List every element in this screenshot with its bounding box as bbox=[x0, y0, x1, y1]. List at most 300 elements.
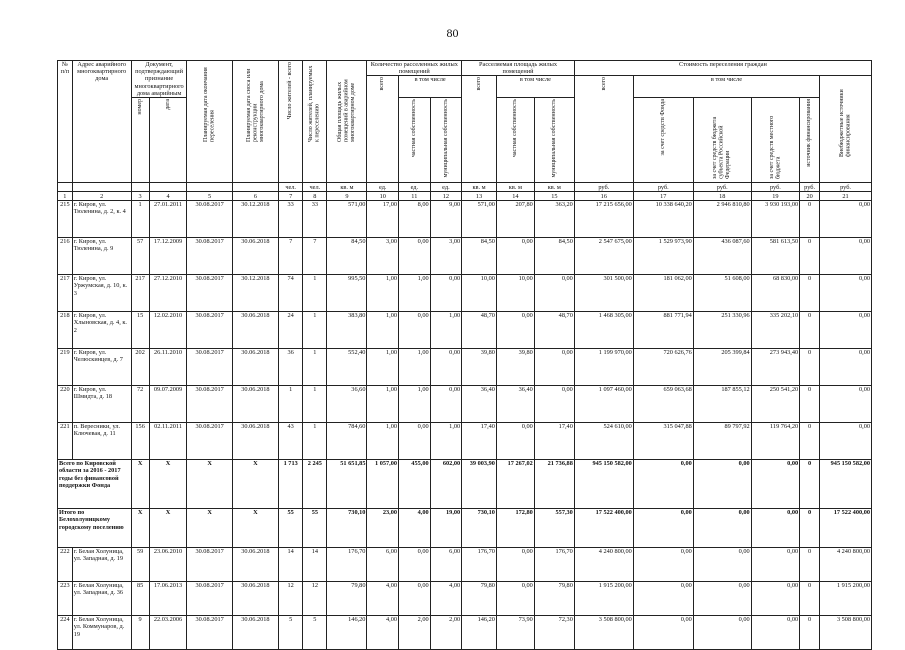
table-cell: 39,80 bbox=[496, 349, 534, 386]
table-cell: 0,00 bbox=[820, 238, 872, 275]
table-cell: 85 bbox=[131, 582, 149, 616]
header-rooms-municipal: муниципальная собственность bbox=[442, 99, 449, 178]
table-cell: 1 915 200,00 bbox=[820, 582, 872, 616]
address-cell: г. Киров, ул. Челюскинцев, д. 7 bbox=[72, 349, 131, 386]
unit-cell: кв. м bbox=[462, 183, 497, 192]
table-cell: 79,80 bbox=[534, 582, 574, 616]
table-cell: 0,00 bbox=[820, 275, 872, 312]
table-cell: 659 063,68 bbox=[633, 386, 693, 423]
table-cell: 9,00 bbox=[430, 201, 462, 238]
table-row bbox=[58, 616, 872, 650]
table-cell: 0,00 bbox=[430, 349, 462, 386]
table-cell: 0,00 bbox=[693, 582, 751, 616]
table-cell: 216 bbox=[58, 238, 73, 275]
table-cell: 176,70 bbox=[327, 548, 367, 582]
table-cell: 17,40 bbox=[534, 423, 574, 460]
address-cell: п. Вересники, ул. Ключевая, д. 11 bbox=[72, 423, 131, 460]
table-cell: 30.08.2017 bbox=[187, 423, 232, 460]
table-cell: 0 bbox=[800, 582, 820, 616]
column-number-cell: 21 bbox=[820, 192, 872, 201]
table-row bbox=[58, 386, 872, 423]
header-doc-date: дата bbox=[164, 99, 171, 110]
table-cell: 55 bbox=[279, 509, 303, 548]
address-cell: г. Киров, ул. Уржумская, д. 10, к. 3 bbox=[72, 275, 131, 312]
table-cell: 57 bbox=[131, 238, 149, 275]
table-cell: 3,00 bbox=[367, 238, 399, 275]
table-cell: 17 522 400,00 bbox=[574, 509, 633, 548]
table-cell: 0,00 bbox=[633, 460, 693, 509]
table-row bbox=[58, 238, 872, 275]
table-cell: 24 bbox=[279, 312, 303, 349]
table-cell: 455,00 bbox=[399, 460, 431, 509]
header-rooms-incl: в том числе bbox=[399, 76, 462, 98]
table-cell: 176,70 bbox=[534, 548, 574, 582]
table-cell: 205 399,84 bbox=[693, 349, 751, 386]
table-cell: 0,00 bbox=[496, 238, 534, 275]
unit-cell: руб. bbox=[693, 183, 751, 192]
table-cell: 12 bbox=[279, 582, 303, 616]
table-cell: 79,80 bbox=[462, 582, 497, 616]
table-cell: 48,70 bbox=[462, 312, 497, 349]
table-cell: 89 797,92 bbox=[693, 423, 751, 460]
table-cell: 436 087,60 bbox=[693, 238, 751, 275]
table-cell: 6,00 bbox=[430, 548, 462, 582]
column-number-cell: 2 bbox=[72, 192, 131, 201]
table-cell: 30.08.2017 bbox=[187, 582, 232, 616]
table-cell: 30.06.2018 bbox=[232, 582, 278, 616]
table-cell: 0,00 bbox=[430, 275, 462, 312]
table-cell: 224 bbox=[58, 616, 73, 650]
table-cell: 4,00 bbox=[399, 509, 431, 548]
table-cell: 0,00 bbox=[633, 582, 693, 616]
table-cell: 223 bbox=[58, 582, 73, 616]
column-number-cell: 17 bbox=[633, 192, 693, 201]
header-total-area: Общая площадь жилых помещений в аварийном многоквартирном доме bbox=[337, 79, 357, 142]
table-row bbox=[58, 582, 872, 616]
table-cell: 0,00 bbox=[820, 349, 872, 386]
table-cell: 146,20 bbox=[462, 616, 497, 650]
unit-cell: руб. bbox=[800, 183, 820, 192]
table-cell: 2 946 810,80 bbox=[693, 201, 751, 238]
table-cell: 0 bbox=[800, 548, 820, 582]
table-cell: 1,00 bbox=[367, 275, 399, 312]
table-cell: 945 150 582,00 bbox=[820, 460, 872, 509]
table-cell: 1 bbox=[303, 312, 327, 349]
table-cell: 0 bbox=[800, 275, 820, 312]
table-cell: 219 bbox=[58, 349, 73, 386]
table-cell: 1,00 bbox=[367, 312, 399, 349]
table-cell: 0,00 bbox=[820, 386, 872, 423]
header-address: Адрес аварийного многоквартирного дома bbox=[72, 61, 131, 183]
table-cell: 0,00 bbox=[693, 509, 751, 548]
table-cell: 202 bbox=[131, 349, 149, 386]
table-cell: 33 bbox=[303, 201, 327, 238]
table-cell: 68 830,00 bbox=[751, 275, 799, 312]
unit-cell bbox=[131, 183, 149, 192]
table-cell: 222 bbox=[58, 548, 73, 582]
table-cell: 0,00 bbox=[751, 548, 799, 582]
header-residents-total: Число жителей - всего bbox=[287, 62, 294, 120]
table-cell: 33 bbox=[279, 201, 303, 238]
header-regional: за счет средств бюджета субъекта Российской Федерации bbox=[712, 116, 732, 180]
table-cell: 27.01.2011 bbox=[149, 201, 187, 238]
table-cell: 30.06.2018 bbox=[232, 548, 278, 582]
table-cell: 30.08.2017 bbox=[187, 386, 232, 423]
table-cell: 30.08.2017 bbox=[187, 349, 232, 386]
header-area-all: всего bbox=[475, 77, 482, 91]
address-cell: г. Белая Холуница, ул. Коммунаров, д. 19 bbox=[72, 616, 131, 650]
table-cell: 0 bbox=[800, 238, 820, 275]
unit-cell: руб. bbox=[751, 183, 799, 192]
table-cell: 172,80 bbox=[496, 509, 534, 548]
table-cell: 1,00 bbox=[367, 349, 399, 386]
table-cell: 0,00 bbox=[496, 548, 534, 582]
table-cell: 571,00 bbox=[462, 201, 497, 238]
table-cell: 0 bbox=[800, 312, 820, 349]
table-cell: 215 bbox=[58, 201, 73, 238]
table-cell: 0,00 bbox=[534, 349, 574, 386]
table-row bbox=[58, 349, 872, 386]
total-region-row bbox=[58, 460, 872, 509]
unit-cell: ед. bbox=[367, 183, 399, 192]
table-cell: 30.06.2018 bbox=[232, 386, 278, 423]
table-cell: 1 bbox=[279, 386, 303, 423]
table-cell: 23,00 bbox=[367, 509, 399, 548]
table-cell: 12.02.2010 bbox=[149, 312, 187, 349]
unit-cell bbox=[72, 183, 131, 192]
table-cell: 17 215 656,00 bbox=[574, 201, 633, 238]
column-number-cell: 18 bbox=[693, 192, 751, 201]
table-cell: 146,20 bbox=[327, 616, 367, 650]
header-no: № п/п bbox=[58, 61, 73, 183]
table-cell: 1 bbox=[303, 349, 327, 386]
table-cell: 30.08.2017 bbox=[187, 312, 232, 349]
table-cell: 15 bbox=[131, 312, 149, 349]
header-extra: Внебюджетные источники финансирования bbox=[838, 89, 852, 158]
units-row bbox=[58, 183, 872, 192]
table-cell: 17,00 bbox=[367, 201, 399, 238]
table-cell: 1,00 bbox=[367, 423, 399, 460]
table-cell: 1 915 200,00 bbox=[574, 582, 633, 616]
table-cell: 1 bbox=[131, 201, 149, 238]
column-number-cell: 6 bbox=[232, 192, 278, 201]
table-cell: 7 bbox=[303, 238, 327, 275]
table-cell: 571,00 bbox=[327, 201, 367, 238]
table-cell: 0,00 bbox=[820, 201, 872, 238]
table-cell: 0 bbox=[800, 349, 820, 386]
table-cell: 84,50 bbox=[462, 238, 497, 275]
column-number-cell: 19 bbox=[751, 192, 799, 201]
table-cell: 881 771,94 bbox=[633, 312, 693, 349]
table-cell: 0,00 bbox=[751, 616, 799, 650]
table-cell: 39 003,90 bbox=[462, 460, 497, 509]
column-number-cell: 3 bbox=[131, 192, 149, 201]
table-cell: X bbox=[232, 460, 278, 509]
table-cell: 156 bbox=[131, 423, 149, 460]
table-cell: 0 bbox=[800, 423, 820, 460]
table-cell: 720 626,76 bbox=[633, 349, 693, 386]
column-number-cell: 11 bbox=[399, 192, 431, 201]
header-rooms-all: всего bbox=[379, 77, 386, 91]
table-cell: 0,00 bbox=[751, 460, 799, 509]
table-cell: 73,90 bbox=[496, 616, 534, 650]
header-doc-number: номер bbox=[136, 99, 143, 115]
table-cell: 14 bbox=[279, 548, 303, 582]
table-cell: X bbox=[149, 460, 187, 509]
table-cell: 36,60 bbox=[327, 386, 367, 423]
table-cell: 30.06.2018 bbox=[232, 616, 278, 650]
address-cell: г. Киров, ул. Тюленина, д. 9 bbox=[72, 238, 131, 275]
column-number-cell: 8 bbox=[303, 192, 327, 201]
table-cell: 0,00 bbox=[496, 312, 534, 349]
header-cost-group: Стоимость переселения граждан bbox=[574, 61, 871, 76]
table-cell: 36 bbox=[279, 349, 303, 386]
table-cell: 30.08.2017 bbox=[187, 548, 232, 582]
table-cell: 383,80 bbox=[327, 312, 367, 349]
table-cell: X bbox=[232, 509, 278, 548]
column-number-cell: 1 bbox=[58, 192, 73, 201]
table-cell: 8,00 bbox=[399, 201, 431, 238]
table-cell: 217 bbox=[131, 275, 149, 312]
table-cell: 22.03.2006 bbox=[149, 616, 187, 650]
table-cell: 43 bbox=[279, 423, 303, 460]
table-cell: X bbox=[131, 509, 149, 548]
table-cell: 74 bbox=[279, 275, 303, 312]
table-cell: 5 bbox=[279, 616, 303, 650]
column-number-cell: 13 bbox=[462, 192, 497, 201]
table-cell: 51 608,00 bbox=[693, 275, 751, 312]
table-cell: X bbox=[187, 509, 232, 548]
table-cell: X bbox=[187, 460, 232, 509]
table-row bbox=[58, 312, 872, 349]
table-cell: 187 855,12 bbox=[693, 386, 751, 423]
table-cell: 6,00 bbox=[367, 548, 399, 582]
table-cell: 3 508 800,00 bbox=[820, 616, 872, 650]
table-cell: 0 bbox=[800, 616, 820, 650]
address-cell: г. Белая Холуница, ул. Западная, д. 19 bbox=[72, 548, 131, 582]
header-rooms-private: частная собственность bbox=[411, 99, 418, 158]
table-cell: 30.06.2018 bbox=[232, 238, 278, 275]
table-cell: 17,40 bbox=[462, 423, 497, 460]
table-cell: 14 bbox=[303, 548, 327, 582]
table-cell: 217 bbox=[58, 275, 73, 312]
table-cell: 0,00 bbox=[751, 509, 799, 548]
table-cell: 0,00 bbox=[751, 582, 799, 616]
table-row bbox=[58, 275, 872, 312]
table-cell: 2 547 675,00 bbox=[574, 238, 633, 275]
table-cell: 273 943,40 bbox=[751, 349, 799, 386]
table-cell: 1 529 973,90 bbox=[633, 238, 693, 275]
table-cell: 1 097 460,00 bbox=[574, 386, 633, 423]
table-cell: 1 199 970,00 bbox=[574, 349, 633, 386]
table-cell: 250 541,20 bbox=[751, 386, 799, 423]
table-cell: 1 468 305,00 bbox=[574, 312, 633, 349]
header-area-group: Расселяемая площадь жилых помещений bbox=[462, 61, 575, 76]
table-cell: 84,50 bbox=[327, 238, 367, 275]
table-cell: 1 bbox=[303, 423, 327, 460]
unit-cell: кв. м bbox=[534, 183, 574, 192]
table-cell: 1,00 bbox=[399, 349, 431, 386]
table-cell: 0,00 bbox=[693, 548, 751, 582]
table-cell: 1 713 bbox=[279, 460, 303, 509]
table-cell: 730,10 bbox=[327, 509, 367, 548]
table-cell: 335 202,10 bbox=[751, 312, 799, 349]
table-cell: 0,00 bbox=[633, 548, 693, 582]
header-cost-all: всего bbox=[600, 77, 607, 91]
table-cell: 72,30 bbox=[534, 616, 574, 650]
table-cell: 48,70 bbox=[534, 312, 574, 349]
column-number-cell: 16 bbox=[574, 192, 633, 201]
table-cell: 17.06.2013 bbox=[149, 582, 187, 616]
table-cell: 72 bbox=[131, 386, 149, 423]
unit-cell: чел. bbox=[279, 183, 303, 192]
table-cell: 2 245 bbox=[303, 460, 327, 509]
table-cell: 21 736,88 bbox=[534, 460, 574, 509]
unit-cell: руб. bbox=[820, 183, 872, 192]
table-cell: 0,00 bbox=[693, 460, 751, 509]
table-cell: 207,80 bbox=[496, 201, 534, 238]
unit-cell bbox=[232, 183, 278, 192]
table-cell: 363,20 bbox=[534, 201, 574, 238]
table-cell: 0,00 bbox=[399, 312, 431, 349]
table-cell: 10,00 bbox=[496, 275, 534, 312]
table-cell: 10 338 640,20 bbox=[633, 201, 693, 238]
table-cell: 1 bbox=[303, 275, 327, 312]
table-cell: 218 bbox=[58, 312, 73, 349]
table-cell: 3 930 193,00 bbox=[751, 201, 799, 238]
table-cell: 315 047,88 bbox=[633, 423, 693, 460]
header-area-incl: в том числе bbox=[496, 76, 574, 98]
unit-cell bbox=[187, 183, 232, 192]
table-cell: 79,80 bbox=[327, 582, 367, 616]
table-cell: 0,00 bbox=[399, 582, 431, 616]
table-cell: 30.06.2018 bbox=[232, 312, 278, 349]
unit-cell: руб. bbox=[633, 183, 693, 192]
table-cell: 557,30 bbox=[534, 509, 574, 548]
table-cell: 0,00 bbox=[820, 423, 872, 460]
header-demolition-date: Планируемая дата сноса или реконструкции многоквартирного дома bbox=[245, 68, 265, 142]
page-number: 80 bbox=[446, 26, 459, 40]
table-cell: 0,00 bbox=[399, 238, 431, 275]
total-label: Всего по Кировской области за 2016 - 2017 годы без финансовой поддержки Фонда bbox=[58, 460, 132, 509]
table-cell: 4 240 800,00 bbox=[574, 548, 633, 582]
table-cell: 17.12.2009 bbox=[149, 238, 187, 275]
column-number-cell: 15 bbox=[534, 192, 574, 201]
unit-cell: чел. bbox=[303, 183, 327, 192]
table-cell: 1,00 bbox=[399, 275, 431, 312]
table-cell: 5 bbox=[303, 616, 327, 650]
table-cell: 524 610,00 bbox=[574, 423, 633, 460]
table-cell: 3 508 800,00 bbox=[574, 616, 633, 650]
table-cell: 784,60 bbox=[327, 423, 367, 460]
table-cell: 30.08.2017 bbox=[187, 201, 232, 238]
table-cell: 0,00 bbox=[633, 509, 693, 548]
unit-cell: кв. м bbox=[496, 183, 534, 192]
header-relocation-date: Планируемая дата окончания переселения bbox=[203, 67, 216, 142]
table-cell: 1 057,00 bbox=[367, 460, 399, 509]
table-cell: 4,00 bbox=[367, 616, 399, 650]
table-cell: 0,00 bbox=[534, 386, 574, 423]
table-cell: 945 150 582,00 bbox=[574, 460, 633, 509]
header-document: Документ, подтверждающий признание многоквартирного дома аварийным bbox=[131, 61, 187, 98]
table-cell: 84,50 bbox=[534, 238, 574, 275]
table-cell: 1,00 bbox=[430, 312, 462, 349]
table-cell: 0,00 bbox=[820, 312, 872, 349]
table-cell: 09.07.2009 bbox=[149, 386, 187, 423]
header-other: источник финансирования bbox=[806, 99, 813, 167]
address-cell: г. Белая Холуница, ул. Западная, д. 36 bbox=[72, 582, 131, 616]
table-cell: 36,40 bbox=[496, 386, 534, 423]
table-cell: 51 651,85 bbox=[327, 460, 367, 509]
table-cell: 1,00 bbox=[430, 423, 462, 460]
total-city-row bbox=[58, 509, 872, 548]
column-number-cell: 7 bbox=[279, 192, 303, 201]
table-cell: 59 bbox=[131, 548, 149, 582]
table-cell: X bbox=[131, 460, 149, 509]
table-cell: 2,00 bbox=[399, 616, 431, 650]
relocation-table bbox=[57, 60, 872, 650]
header-residents-planned: Число жителей, планируемых к переселению bbox=[308, 65, 321, 142]
table-cell: 12 bbox=[303, 582, 327, 616]
table-cell: 995,50 bbox=[327, 275, 367, 312]
column-number-row bbox=[58, 192, 872, 201]
table-cell: 26.11.2010 bbox=[149, 349, 187, 386]
table-cell: 119 764,20 bbox=[751, 423, 799, 460]
table-cell: 552,40 bbox=[327, 349, 367, 386]
table-cell: 251 330,96 bbox=[693, 312, 751, 349]
table-cell: X bbox=[149, 509, 187, 548]
table-cell: 30.06.2018 bbox=[232, 349, 278, 386]
table-cell: 602,00 bbox=[430, 460, 462, 509]
table-cell: 2,00 bbox=[430, 616, 462, 650]
table-cell: 730,10 bbox=[462, 509, 497, 548]
address-cell: г. Киров, ул. Хлыновская, д. 4, к. 2 bbox=[72, 312, 131, 349]
table-cell: 0,00 bbox=[430, 386, 462, 423]
table-cell: 10,00 bbox=[462, 275, 497, 312]
table-cell: 30.12.2018 bbox=[232, 201, 278, 238]
table-cell: 4 240 800,00 bbox=[820, 548, 872, 582]
table-cell: 0,00 bbox=[496, 423, 534, 460]
column-number-cell: 12 bbox=[430, 192, 462, 201]
table-cell: 55 bbox=[303, 509, 327, 548]
table-cell: 220 bbox=[58, 386, 73, 423]
table-cell: 17 267,02 bbox=[496, 460, 534, 509]
table-row bbox=[58, 423, 872, 460]
table-cell: 0,00 bbox=[399, 423, 431, 460]
header-area-private: частная собственность bbox=[512, 99, 519, 158]
table-cell: 39,80 bbox=[462, 349, 497, 386]
unit-cell bbox=[149, 183, 187, 192]
table-cell: 1,00 bbox=[399, 386, 431, 423]
address-cell: г. Киров, ул. Тюленина, д. 2, к. 4 bbox=[72, 201, 131, 238]
table-cell: 23.06.2010 bbox=[149, 548, 187, 582]
table-cell: 301 500,00 bbox=[574, 275, 633, 312]
table-row bbox=[58, 548, 872, 582]
column-number-cell: 10 bbox=[367, 192, 399, 201]
total-label: Итого по Белохолуницкому городскому поселению bbox=[58, 509, 132, 548]
table-cell: 30.08.2017 bbox=[187, 616, 232, 650]
table-cell: 19,00 bbox=[430, 509, 462, 548]
unit-cell: ед. bbox=[399, 183, 431, 192]
column-number-cell: 9 bbox=[327, 192, 367, 201]
unit-cell: ед. bbox=[430, 183, 462, 192]
table-cell: 0,00 bbox=[399, 548, 431, 582]
column-number-cell: 5 bbox=[187, 192, 232, 201]
table-cell: 0 bbox=[800, 386, 820, 423]
table-cell: 1 bbox=[303, 386, 327, 423]
header-area-municipal: муниципальная собственность bbox=[551, 99, 558, 178]
table-cell: 30.12.2018 bbox=[232, 275, 278, 312]
